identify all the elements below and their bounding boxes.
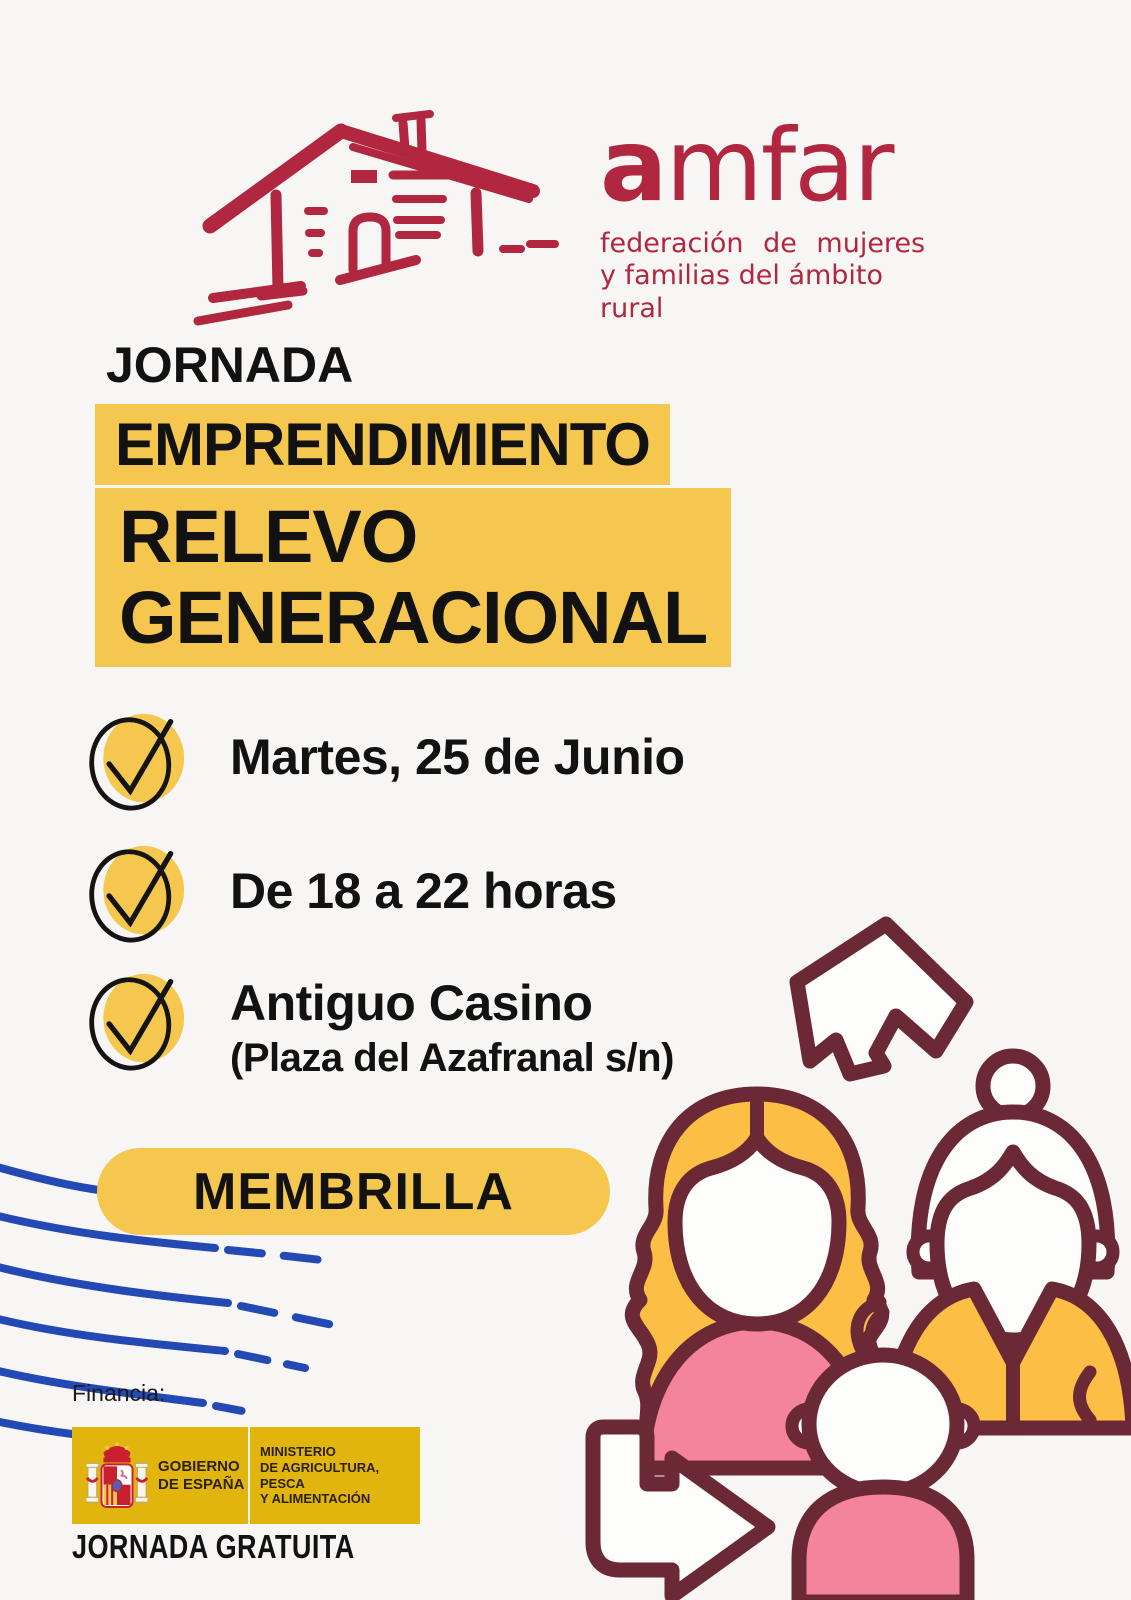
generations-illustration [580, 890, 1131, 1600]
title-relevo-generacional: RELEVO GENERACIONAL [95, 488, 731, 667]
brand-tagline: federación de mujeres y familias del ámbito rural [600, 228, 926, 324]
government-panel [72, 1427, 248, 1524]
check-icon [86, 706, 186, 818]
financia-label: Financia: [72, 1380, 166, 1406]
government-label: GOBIERNO DE ESPAÑA [158, 1458, 245, 1493]
ministry-panel [248, 1427, 420, 1524]
brand-name: amfar [600, 107, 893, 224]
location-badge: MEMBRILLA [97, 1148, 610, 1235]
government-logo [72, 1427, 420, 1524]
check-icon [86, 838, 186, 950]
event-kicker: JORNADA [106, 337, 354, 393]
check-icon [86, 966, 186, 1078]
cycle-arrow-top-icon [797, 924, 966, 1074]
ministry-label: MINISTERIO DE AGRICULTURA, PESCA Y ALIMENTACIÓN [260, 1444, 380, 1507]
detail-place-label: Antiguo Casino [230, 975, 593, 1031]
detail-time-label: De 18 a 22 horas [230, 863, 617, 919]
free-event-label: JORNADA GRATUITA [72, 1528, 355, 1565]
detail-date-label: Martes, 25 de Junio [230, 729, 685, 785]
title-emprendimiento: EMPRENDIMIENTO [95, 404, 670, 485]
detail-row-time [86, 838, 617, 950]
amfar-wordmark [600, 107, 930, 325]
detail-place-sublabel: (Plaza del Azafranal s/n) [230, 1036, 674, 1080]
detail-row-date [86, 706, 685, 818]
amfar-house-logo-icon [193, 93, 573, 328]
spain-coat-of-arms-icon [86, 1437, 148, 1515]
